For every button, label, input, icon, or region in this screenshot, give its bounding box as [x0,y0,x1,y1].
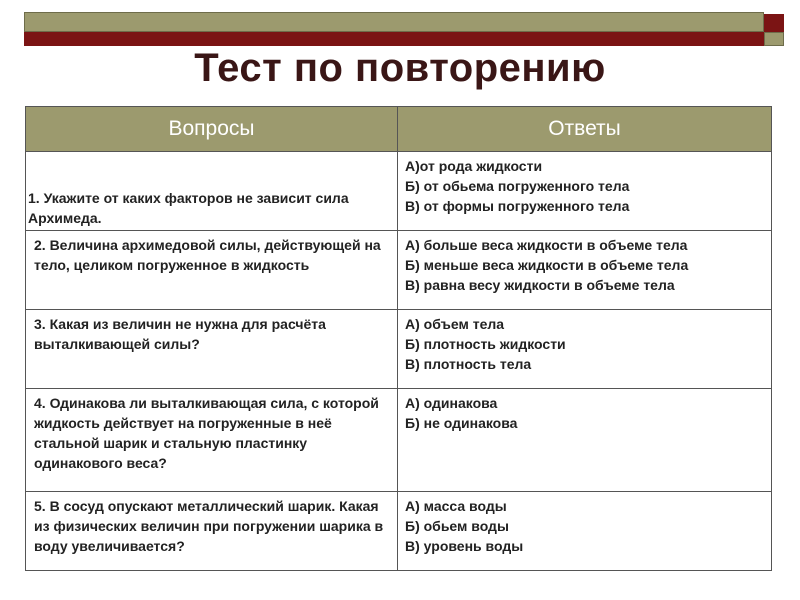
table-row [26,492,772,571]
answer-cell [398,389,772,492]
answer-option: А) масса воды [405,498,507,514]
question-text: 5. В сосуд опускают металлический шарик. Какая из физических величин при погружении шарика в воду увеличивается? [34,498,384,554]
answer-option: В) равна весу жидкости в объеме тела [405,277,675,293]
table-header-row [26,107,772,152]
answer-option: А) объем тела [405,316,505,332]
answer-option: В) от формы погруженного тела [405,198,630,214]
table-row [26,310,772,389]
question-cell [26,231,398,310]
answer-option: Б) от обьема погруженного тела [405,178,630,194]
answer-option: Б) плотность жидкости [405,336,566,352]
page-title: Тест по повторению [194,46,606,90]
question-text: 4. Одинакова ли выталкивающая сила, с которой жидкость действует на погруженные в неё стальной шарик и стальную пластинку одинакового веса? [34,395,379,471]
answer-cell [398,310,772,389]
answers-header: Ответы [398,107,772,152]
answer-option: А)от рода жидкости [405,158,543,174]
question-text: 3. Какая из величин не нужна для расчёта выталкивающей силы? [34,316,326,352]
answer-cell [398,492,772,571]
question-cell [26,492,398,571]
table-row [26,231,772,310]
answer-option: Б) не одинакова [405,415,518,431]
top-red-bar [24,32,764,46]
answer-option: Б) обьем воды [405,518,509,534]
answer-option: В) плотность тела [405,356,532,372]
table-row [26,152,772,231]
question-text: 1. Укажите от каких факторов не зависит сила Архимеда. [28,190,349,226]
answer-cell [398,152,772,231]
question-text: 2. Величина архимедовой силы, действующей на тело, целиком погруженное в жидкость [34,237,381,273]
top-olive-bar [24,12,764,32]
answer-option: Б) меньше веса жидкости в объеме тела [405,257,689,273]
table-row [26,389,772,492]
corner-olive-square [764,32,784,46]
answer-option: А) одинакова [405,395,498,411]
quiz-table [25,106,772,571]
answer-cell [398,231,772,310]
answer-option: В) уровень воды [405,538,524,554]
question-cell [26,389,398,492]
corner-red-square [764,14,784,32]
question-cell [26,152,398,231]
answer-option: А) больше веса жидкости в объеме тела [405,237,688,253]
question-cell [26,310,398,389]
questions-header: Вопросы [26,107,398,152]
